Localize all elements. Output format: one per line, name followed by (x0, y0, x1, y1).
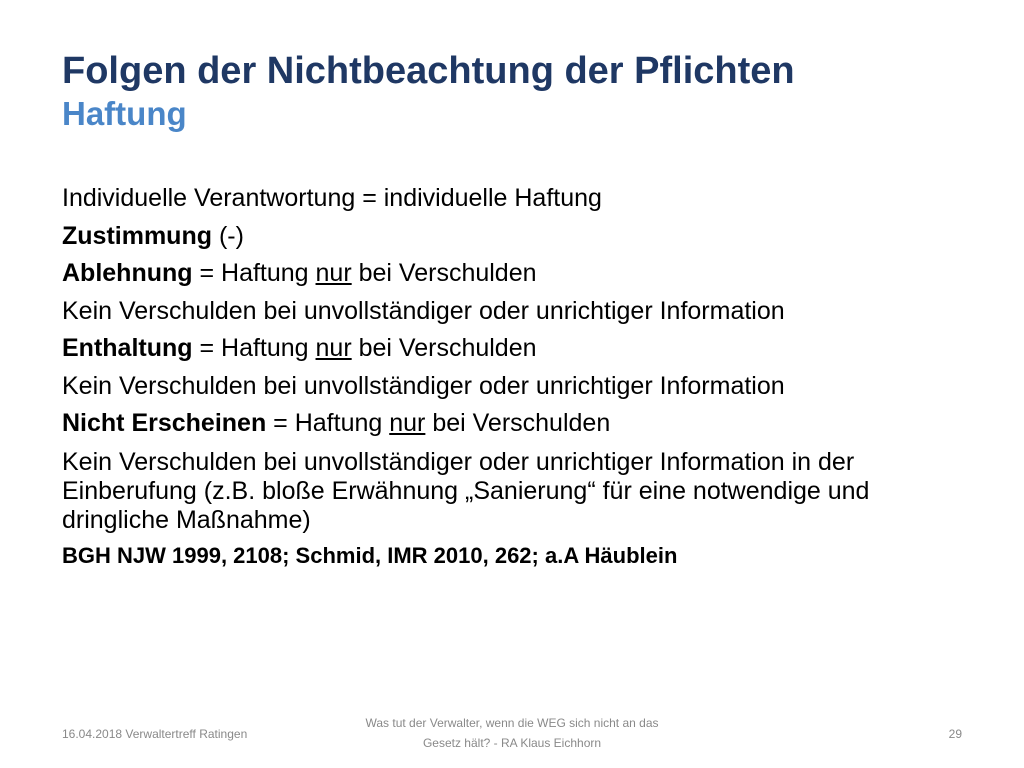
body-line-no-fault-3: Kein Verschulden bei unvollständiger oder unrichtiger Information in der Einberufung (z.B. bloße Erwähnung „Sanierung“ für eine notwendige und dringliche Maßnahme) (62, 447, 870, 534)
approval-text: (-) (212, 221, 244, 250)
slide-body (62, 180, 962, 573)
rejection-underlined: nur (315, 259, 352, 287)
abstention-text-post: bei Verschulden (351, 334, 537, 362)
slide-title: Folgen der Nichtbeachtung der Pflichten (62, 50, 795, 92)
body-line-individual-liability: Individuelle Verantwortung = individuelle Haftung (62, 184, 602, 212)
footer-date-event: 16.04.2018 Verwaltertreff Ratingen (62, 727, 248, 741)
body-line-non-attendance (62, 405, 962, 443)
slide-subtitle: Haftung (62, 95, 187, 132)
body-line-no-fault-2: Kein Verschulden bei unvollständiger oder unrichtiger Information (62, 371, 785, 400)
term-approval: Zustimmung (62, 221, 212, 250)
rejection-text-pre: = Haftung (192, 259, 316, 287)
non-attendance-text-pre: = Haftung (266, 409, 390, 437)
term-abstention: Enthaltung (62, 334, 193, 362)
body-line-rejection (62, 255, 962, 293)
rejection-text-post: bei Verschulden (351, 259, 537, 287)
non-attendance-text-post: bei Verschulden (425, 409, 611, 437)
term-non-attendance: Nicht Erscheinen (62, 409, 267, 437)
footer-presentation-title: Was tut der Verwalter, wenn die WEG sich nicht an das Gesetz hält? - RA Klaus Eichhorn (365, 716, 659, 750)
abstention-underlined: nur (315, 334, 352, 362)
non-attendance-underlined: nur (389, 409, 426, 437)
abstention-text-pre: = Haftung (192, 334, 316, 362)
footer-page-number: 29 (948, 727, 962, 741)
term-rejection: Ablehnung (62, 259, 193, 287)
body-line-no-fault-1: Kein Verschulden bei unvollständiger oder unrichtiger Information (62, 296, 785, 325)
body-line-approval (62, 218, 962, 256)
body-line-abstention (62, 330, 962, 368)
slide-title-block (62, 48, 962, 134)
body-reference: BGH NJW 1999, 2108; Schmid, IMR 2010, 262; a.A Häublein (62, 542, 678, 568)
